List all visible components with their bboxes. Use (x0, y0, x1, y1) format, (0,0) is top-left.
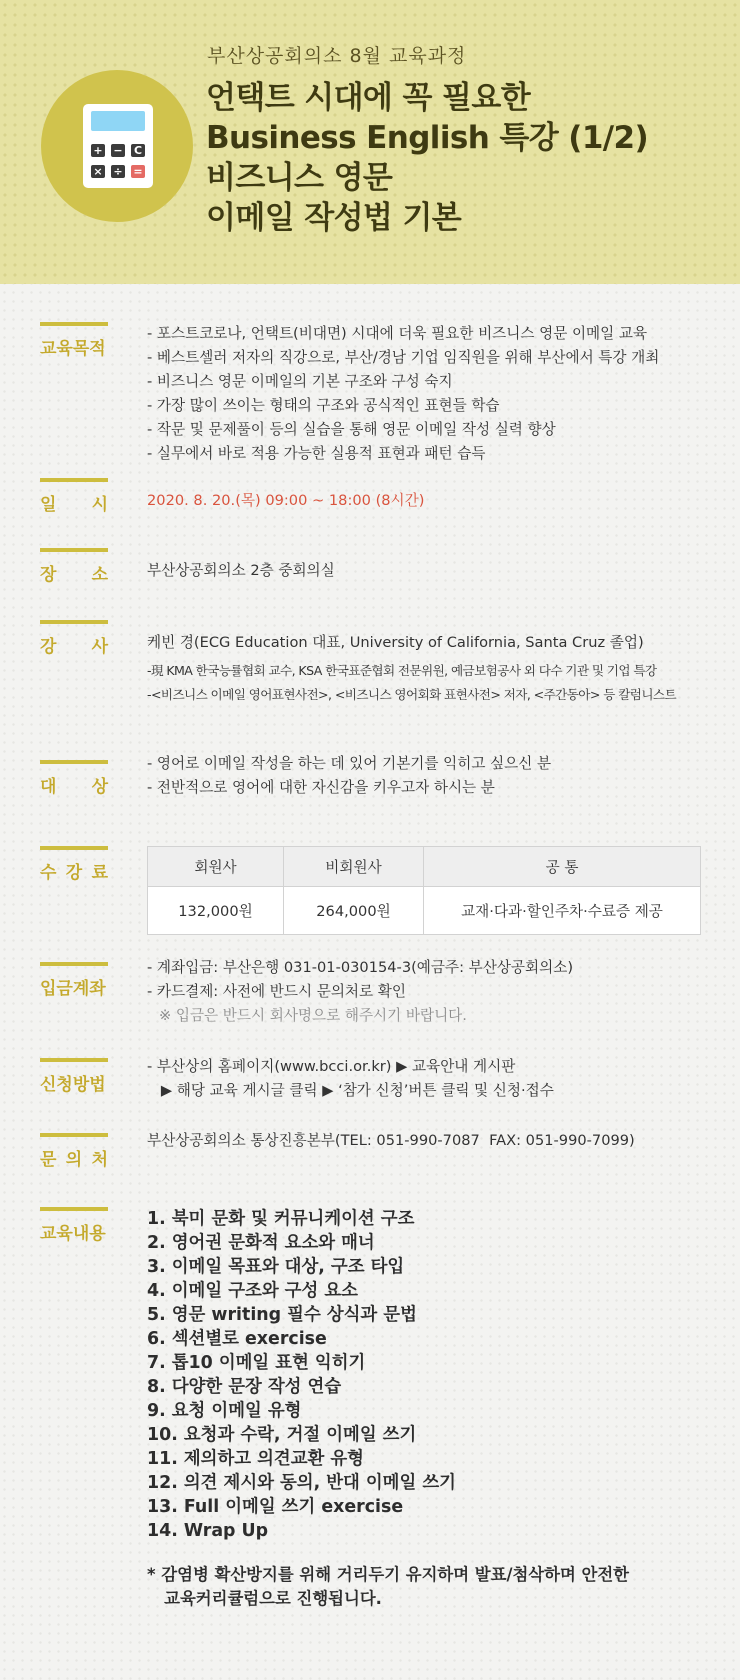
table-header: 공 통 (424, 847, 701, 887)
list-item: 7. 톱10 이메일 표현 익히기 (147, 1353, 366, 1373)
list-item: 6. 섹션별로 exercise (147, 1329, 327, 1349)
contact-info (147, 1129, 717, 1153)
section-label: 대 상 (40, 760, 108, 797)
list-item: 9. 요청 이메일 유형 (147, 1401, 302, 1421)
list-item: 5. 영문 writing 필수 상식과 문법 (147, 1305, 417, 1325)
list-item: - 비즈니스 영문 이메일의 기본 구조와 구성 숙지 (147, 373, 453, 390)
list-item: 13. Full 이메일 쓰기 exercise (147, 1497, 404, 1517)
payment-note: ※ 입금은 반드시 회사명으로 해주시기 바랍니다. (159, 1007, 467, 1024)
page-title (206, 78, 726, 238)
title-line: 비즈니스 영문 (206, 160, 393, 196)
calculator-key: + (91, 144, 105, 157)
section-label: 교육내용 (40, 1207, 108, 1244)
calculator-icon (83, 104, 153, 188)
list-item: 10. 요청과 수락, 거절 이메일 쓰기 (147, 1425, 417, 1445)
table-cell: 264,000원 (284, 887, 424, 935)
calculator-screen (91, 111, 145, 131)
list-item: 2. 영어권 문화적 요소와 매너 (147, 1233, 375, 1253)
list-item: - 영어로 이메일 작성을 하는 데 있어 기본기를 익히고 싶으신 분 (147, 755, 552, 772)
title-line: 이메일 작성법 기본 (206, 200, 462, 236)
list-item: 1. 북미 문화 및 커뮤니케이션 구조 (147, 1209, 415, 1229)
table-header: 비회원사 (284, 847, 424, 887)
section-label: 강 사 (40, 620, 108, 657)
footnote-line: * 감염병 확산방지를 위해 거리두기 유지하며 발표/첨삭하며 안전한 (147, 1565, 630, 1584)
instructor-info (147, 631, 717, 707)
list-item: 4. 이메일 구조와 구성 요소 (147, 1281, 358, 1301)
list-item: 14. Wrap Up (147, 1521, 269, 1541)
calculator-key: − (111, 144, 125, 157)
apply-info (147, 1055, 717, 1103)
calculator-key: × (91, 165, 105, 178)
section-label: 교육목적 (40, 322, 108, 359)
list-item: - 실무에서 바로 적용 가능한 실용적 표현과 패턴 습득 (147, 445, 486, 462)
purpose-list (147, 322, 717, 466)
list-item: 3. 이메일 목표와 대상, 구조 타입 (147, 1257, 405, 1277)
list-item: 11. 제의하고 의견교환 유형 (147, 1449, 364, 1469)
section-label: 신청방법 (40, 1058, 108, 1095)
list-item: - 전반적으로 영어에 대한 자신감을 키우고자 하시는 분 (147, 779, 495, 796)
section-label: 장 소 (40, 548, 108, 585)
table-cell: 교재·다과·할인주차·수료증 제공 (424, 887, 701, 935)
calculator-key: C (131, 144, 145, 157)
section-label: 문 의 처 (40, 1133, 108, 1170)
list-item: - 포스트코로나, 언택트(비대면) 시대에 더욱 필요한 비즈니스 영문 이메일 교육 (147, 325, 648, 342)
header-subtitle: 부산상공회의소 8월 교육과정 (207, 45, 467, 67)
fee-table (147, 846, 701, 935)
payment-info (147, 956, 717, 1028)
header-banner (0, 0, 740, 284)
curriculum-footnote (147, 1563, 717, 1611)
list-item: - 베스트셀러 저자의 직강으로, 부산/경남 기업 임직원을 위해 부산에서 특강 개최 (147, 349, 660, 366)
calculator-key: = (131, 165, 145, 178)
table-header-row (148, 847, 701, 887)
instructor-detail: -現 KMA 한국능률협회 교수, KSA 한국표준협회 전문위원, 예금보험공사 외 다수 기관 및 기업 특강 (147, 663, 657, 678)
event-date: 2020. 8. 20.(목) 09:00 ~ 18:00 (8시간) (147, 492, 425, 509)
date-value (147, 489, 717, 513)
place-value (147, 559, 717, 583)
list-item: - 작문 및 문제풀이 등의 실습을 통해 영문 이메일 작성 실력 향상 (147, 421, 556, 438)
list-item: - 카드결제: 사전에 반드시 문의처로 확인 (147, 983, 406, 1000)
instructor-detail: -<비즈니스 이메일 영어표현사전>, <비즈니스 영어회화 표현사전> 저자, <주간동아> 등 칼럼니스트 (147, 687, 677, 702)
table-header: 회원사 (148, 847, 284, 887)
table-cell: 132,000원 (148, 887, 284, 935)
table-row (148, 887, 701, 935)
section-label: 입금계좌 (40, 962, 108, 999)
section-label: 일 시 (40, 478, 108, 515)
list-item: - 계좌입금: 부산은행 031-01-030154-3(예금주: 부산상공회의소) (147, 959, 574, 976)
list-item: 12. 의견 제시와 동의, 반대 이메일 쓰기 (147, 1473, 456, 1493)
calculator-key: ÷ (111, 165, 125, 178)
event-place: 부산상공회의소 2층 중회의실 (147, 562, 335, 579)
footnote-line: 교육커리큘럼으로 진행됩니다. (147, 1589, 382, 1608)
calculator-badge (41, 70, 193, 222)
title-line: 언택트 시대에 꼭 필요한 (206, 80, 531, 116)
curriculum-list (147, 1207, 717, 1543)
list-item: - 부산상의 홈페이지(www.bcci.or.kr) ▶ 교육안내 게시판 (147, 1058, 516, 1075)
target-list (147, 752, 717, 800)
list-item: 8. 다양한 문장 작성 연습 (147, 1377, 342, 1397)
title-line: Business English 특강 (1/2) (206, 120, 649, 156)
instructor-name: 케빈 경(ECG Education 대표, University of California, Santa Cruz 졸업) (147, 634, 644, 651)
list-item: - 가장 많이 쓰이는 형태의 구조와 공식적인 표현들 학습 (147, 397, 500, 414)
list-item: ▶ 해당 교육 게시글 클릭 ▶ ‘참가 신청’버튼 클릭 및 신청·접수 (147, 1082, 554, 1099)
contact-value: 부산상공회의소 통상진흥본부(TEL: 051-990-7087 FAX: 051-990-7099) (147, 1132, 635, 1149)
section-label: 수 강 료 (40, 846, 108, 883)
